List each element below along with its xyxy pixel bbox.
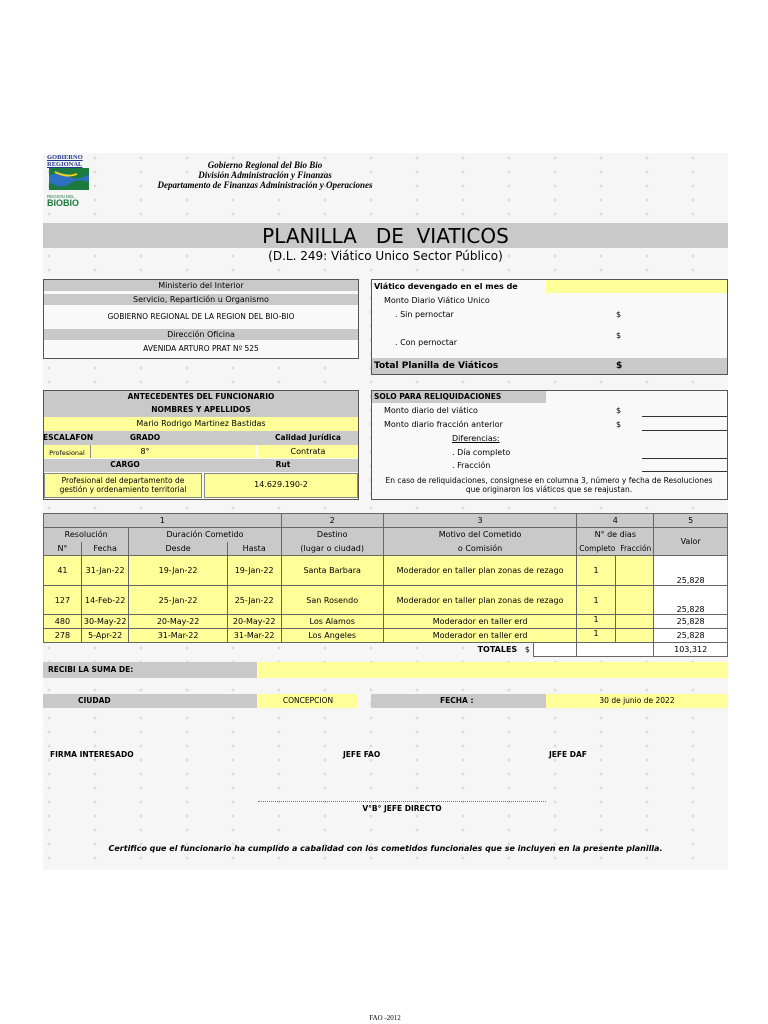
monto-diario-line [642, 416, 727, 417]
total-label: Total Planilla de Viáticos [374, 361, 499, 371]
header-valor: Valor [654, 528, 728, 556]
monto-fraccion-label: Monto diario fracción anterior [384, 420, 503, 429]
row-fraccion[interactable] [616, 556, 654, 585]
row-desde[interactable]: 25-Jan-22 [129, 586, 227, 615]
row-destino[interactable]: Los Angeles [281, 629, 383, 643]
grado-label: GRADO [129, 433, 161, 442]
ciudad-label: CIUDAD [78, 696, 111, 705]
header-line-3: Departamento de Finanzas Administración y Operaciones [157, 180, 373, 190]
row-motivo[interactable]: Moderador en taller erd [383, 629, 576, 643]
row-valor: 25,828 [654, 556, 728, 586]
fraccion-label: . Fracción [452, 461, 491, 470]
jefe-fao-label: JEFE FAO [343, 750, 381, 759]
row-desde[interactable]: 19-Jan-22 [129, 556, 227, 586]
month-label: Viático devengado en el mes de [374, 282, 518, 291]
row-hasta[interactable]: 31-Mar-22 [227, 629, 281, 643]
header-destino: Destino [281, 528, 383, 542]
totales-label-cell [44, 643, 534, 657]
service-value: GOBIERNO REGIONAL DE LA REGION DEL BIO-BIO [107, 312, 295, 321]
reliq-note: En caso de reliquidaciones, consignese en columna 3, número y fecha de Resoluciones que originaron los viáticos que se reajustan. [385, 476, 713, 494]
monto-diario-viatico-label: Monto diario del viático [384, 406, 478, 415]
logo-text-3: REGION DEL [47, 194, 75, 199]
row-fraccion[interactable] [616, 629, 654, 642]
con-pernoctar-currency: $ [616, 331, 622, 340]
col-number-3: 3 [383, 514, 576, 528]
row-fecha[interactable]: 14-Feb-22 [81, 586, 129, 615]
row-completo[interactable]: 1 [577, 615, 616, 628]
totales-blank-1 [533, 643, 576, 657]
logo-text-4: BIOBIO [47, 198, 80, 208]
row-valor: 25,828 [654, 629, 728, 643]
monto-diario-label: Monto Diario Viático Unico [384, 296, 490, 305]
cargo-label: CARGO [110, 460, 140, 469]
ciudad-bg [43, 694, 257, 708]
totales-blank-2 [577, 643, 654, 657]
header-desde: Desde [129, 542, 227, 556]
cometidos-table [43, 513, 728, 657]
col-number-5: 5 [654, 514, 728, 528]
doc-code: FAO -2012 [369, 1014, 401, 1022]
dia-completo-line [642, 458, 727, 459]
row-fecha[interactable]: 31-Jan-22 [81, 556, 129, 586]
table-row[interactable] [44, 556, 728, 586]
rut-value: 14.629.190-2 [254, 480, 308, 489]
row-hasta[interactable]: 25-Jan-22 [227, 586, 281, 615]
row-dias[interactable] [577, 629, 654, 643]
fecha-label: FECHA : [440, 696, 474, 705]
row-completo[interactable]: 1 [577, 556, 616, 585]
column-number-row [44, 514, 728, 528]
river-icon [47, 168, 91, 190]
row-valor: 25,828 [654, 615, 728, 629]
cargo-value-2: gestión y ordenamiento territorial [59, 485, 187, 494]
header-fraccion: Fracción [620, 543, 652, 553]
funcionario-section-label: ANTECEDENTES DEL FUNCIONARIO [127, 392, 275, 401]
certifico-text: Certifico que el funcionario ha cumplido a cabalidad con los cometidos funcionales que se incluyen en la presente planilla. [108, 844, 663, 853]
row-fecha[interactable]: 30-May-22 [81, 615, 129, 629]
row-fecha[interactable]: 5-Apr-22 [81, 629, 129, 643]
row-motivo[interactable]: Moderador en taller plan zonas de rezago [383, 586, 576, 615]
fecha-value: 30 de junio de 2022 [599, 696, 675, 705]
page-subtitle: (D.L. 249: Viático Unico Sector Público) [268, 249, 503, 263]
row-destino[interactable]: Santa Barbara [281, 556, 383, 586]
total-currency: $ [616, 361, 623, 371]
cargo-head-bg [44, 459, 358, 472]
row-destino[interactable]: San Rosendo [281, 586, 383, 615]
service-label: Servicio, Repartición u Organismo [133, 295, 269, 304]
row-no[interactable]: 127 [44, 586, 82, 615]
recibi-field[interactable] [258, 662, 728, 678]
row-fraccion[interactable] [616, 586, 654, 614]
escalafon-value: Profesional [49, 449, 85, 457]
table-row[interactable] [44, 615, 728, 629]
monto-diario-currency: $ [616, 406, 622, 415]
row-desde[interactable]: 31-Mar-22 [129, 629, 227, 643]
logo-text-2: REGIONAL [47, 161, 83, 168]
firma-interesado-label: FIRMA INTERESADO [50, 750, 134, 759]
names-label: NOMBRES Y APELLIDOS [151, 405, 251, 414]
row-hasta[interactable]: 19-Jan-22 [227, 556, 281, 586]
rut-label: Rut [275, 460, 291, 469]
row-no[interactable]: 480 [44, 615, 82, 629]
row-dias[interactable] [577, 586, 654, 615]
table-row[interactable] [44, 586, 728, 615]
header-hasta: Hasta [227, 542, 281, 556]
row-no[interactable]: 41 [44, 556, 82, 586]
header-completo: Completo [579, 543, 616, 553]
header-destino-sub: (lugar o ciudad) [281, 542, 383, 556]
calidad-value: Contrata [290, 447, 326, 456]
sin-pernoctar-currency: $ [616, 310, 622, 319]
table-row[interactable] [44, 629, 728, 643]
gobierno-regional-logo [47, 154, 91, 212]
name-value: Mario Rodrigo Martinez Bastidas [136, 419, 266, 428]
reliq-section-label: SOLO PARA RELIQUIDACIONES [374, 392, 502, 401]
totales-row [44, 643, 728, 657]
ministry-label: Ministerio del Interior [158, 281, 244, 290]
sin-pernoctar-label: . Sin pernoctar [395, 310, 454, 319]
con-pernoctar-label: . Con pernoctar [395, 338, 458, 347]
grado-value: 8° [140, 447, 150, 456]
header-no: N° [44, 542, 82, 556]
month-field[interactable] [546, 280, 727, 293]
escalafon-label: ESCALAFON [43, 433, 94, 442]
totales-value: 103,312 [654, 643, 728, 657]
header-resolucion: Resolución [44, 528, 129, 542]
recibi-label: RECIBI LA SUMA DE: [48, 665, 134, 674]
monto-fraccion-currency: $ [616, 420, 622, 429]
monto-fraccion-line [642, 430, 727, 431]
calidad-label: Calidad Jurídica [275, 433, 341, 442]
header-duracion: Duración Cometido [129, 528, 281, 542]
page-title: PLANILLA DE VIATICOS [262, 224, 509, 248]
header-fecha: Fecha [81, 542, 129, 556]
dia-completo-label: . Día completo [452, 448, 511, 457]
header-completo-fraccion [577, 542, 654, 556]
totales-label: TOTALES [477, 645, 518, 655]
header-motivo: Motivo del Cometido [383, 528, 576, 542]
row-completo[interactable]: 1 [577, 629, 616, 642]
row-motivo[interactable]: Moderador en taller erd [383, 615, 576, 629]
row-no[interactable]: 278 [44, 629, 82, 643]
row-hasta[interactable]: 20-May-22 [227, 615, 281, 629]
header-motivo-sub: o Comisión [383, 542, 576, 556]
header-line-2: División Administración y Finanzas [198, 170, 332, 180]
row-destino[interactable]: Los Alamos [281, 615, 383, 629]
header-row-1 [44, 528, 728, 542]
vb-jefe-label: V°B° JEFE DIRECTO [362, 804, 442, 813]
cargo-value-1: Profesional del departamento de [61, 476, 185, 485]
row-dias[interactable] [577, 556, 654, 586]
col-number-4: 4 [577, 514, 654, 528]
header-row-2 [44, 542, 728, 556]
diferencias-label: Diferencias: [452, 434, 500, 443]
row-motivo[interactable]: Moderador en taller plan zonas de rezago [383, 556, 576, 586]
totales-currency: $ [524, 645, 530, 655]
col-number-1: 1 [44, 514, 282, 528]
ciudad-value: CONCEPCION [282, 696, 334, 705]
address-value: AVENIDA ARTURO PRAT Nº 525 [143, 344, 259, 353]
row-completo[interactable]: 1 [577, 586, 616, 614]
col-number-2: 2 [281, 514, 383, 528]
row-dias[interactable] [577, 615, 654, 629]
header-ndias: N° de dias [577, 528, 654, 542]
row-valor: 25,828 [654, 586, 728, 615]
address-label: Dirección Oficina [167, 330, 235, 339]
header-line-1: Gobierno Regional del Bio Bio [207, 160, 323, 170]
row-desde[interactable]: 20-May-22 [129, 615, 227, 629]
fraccion-line [642, 471, 727, 472]
logo-text-1: GOBIERNO [47, 154, 83, 161]
vb-signature-line [258, 801, 546, 802]
jefe-daf-label: JEFE DAF [549, 750, 587, 759]
row-fraccion[interactable] [616, 615, 654, 628]
